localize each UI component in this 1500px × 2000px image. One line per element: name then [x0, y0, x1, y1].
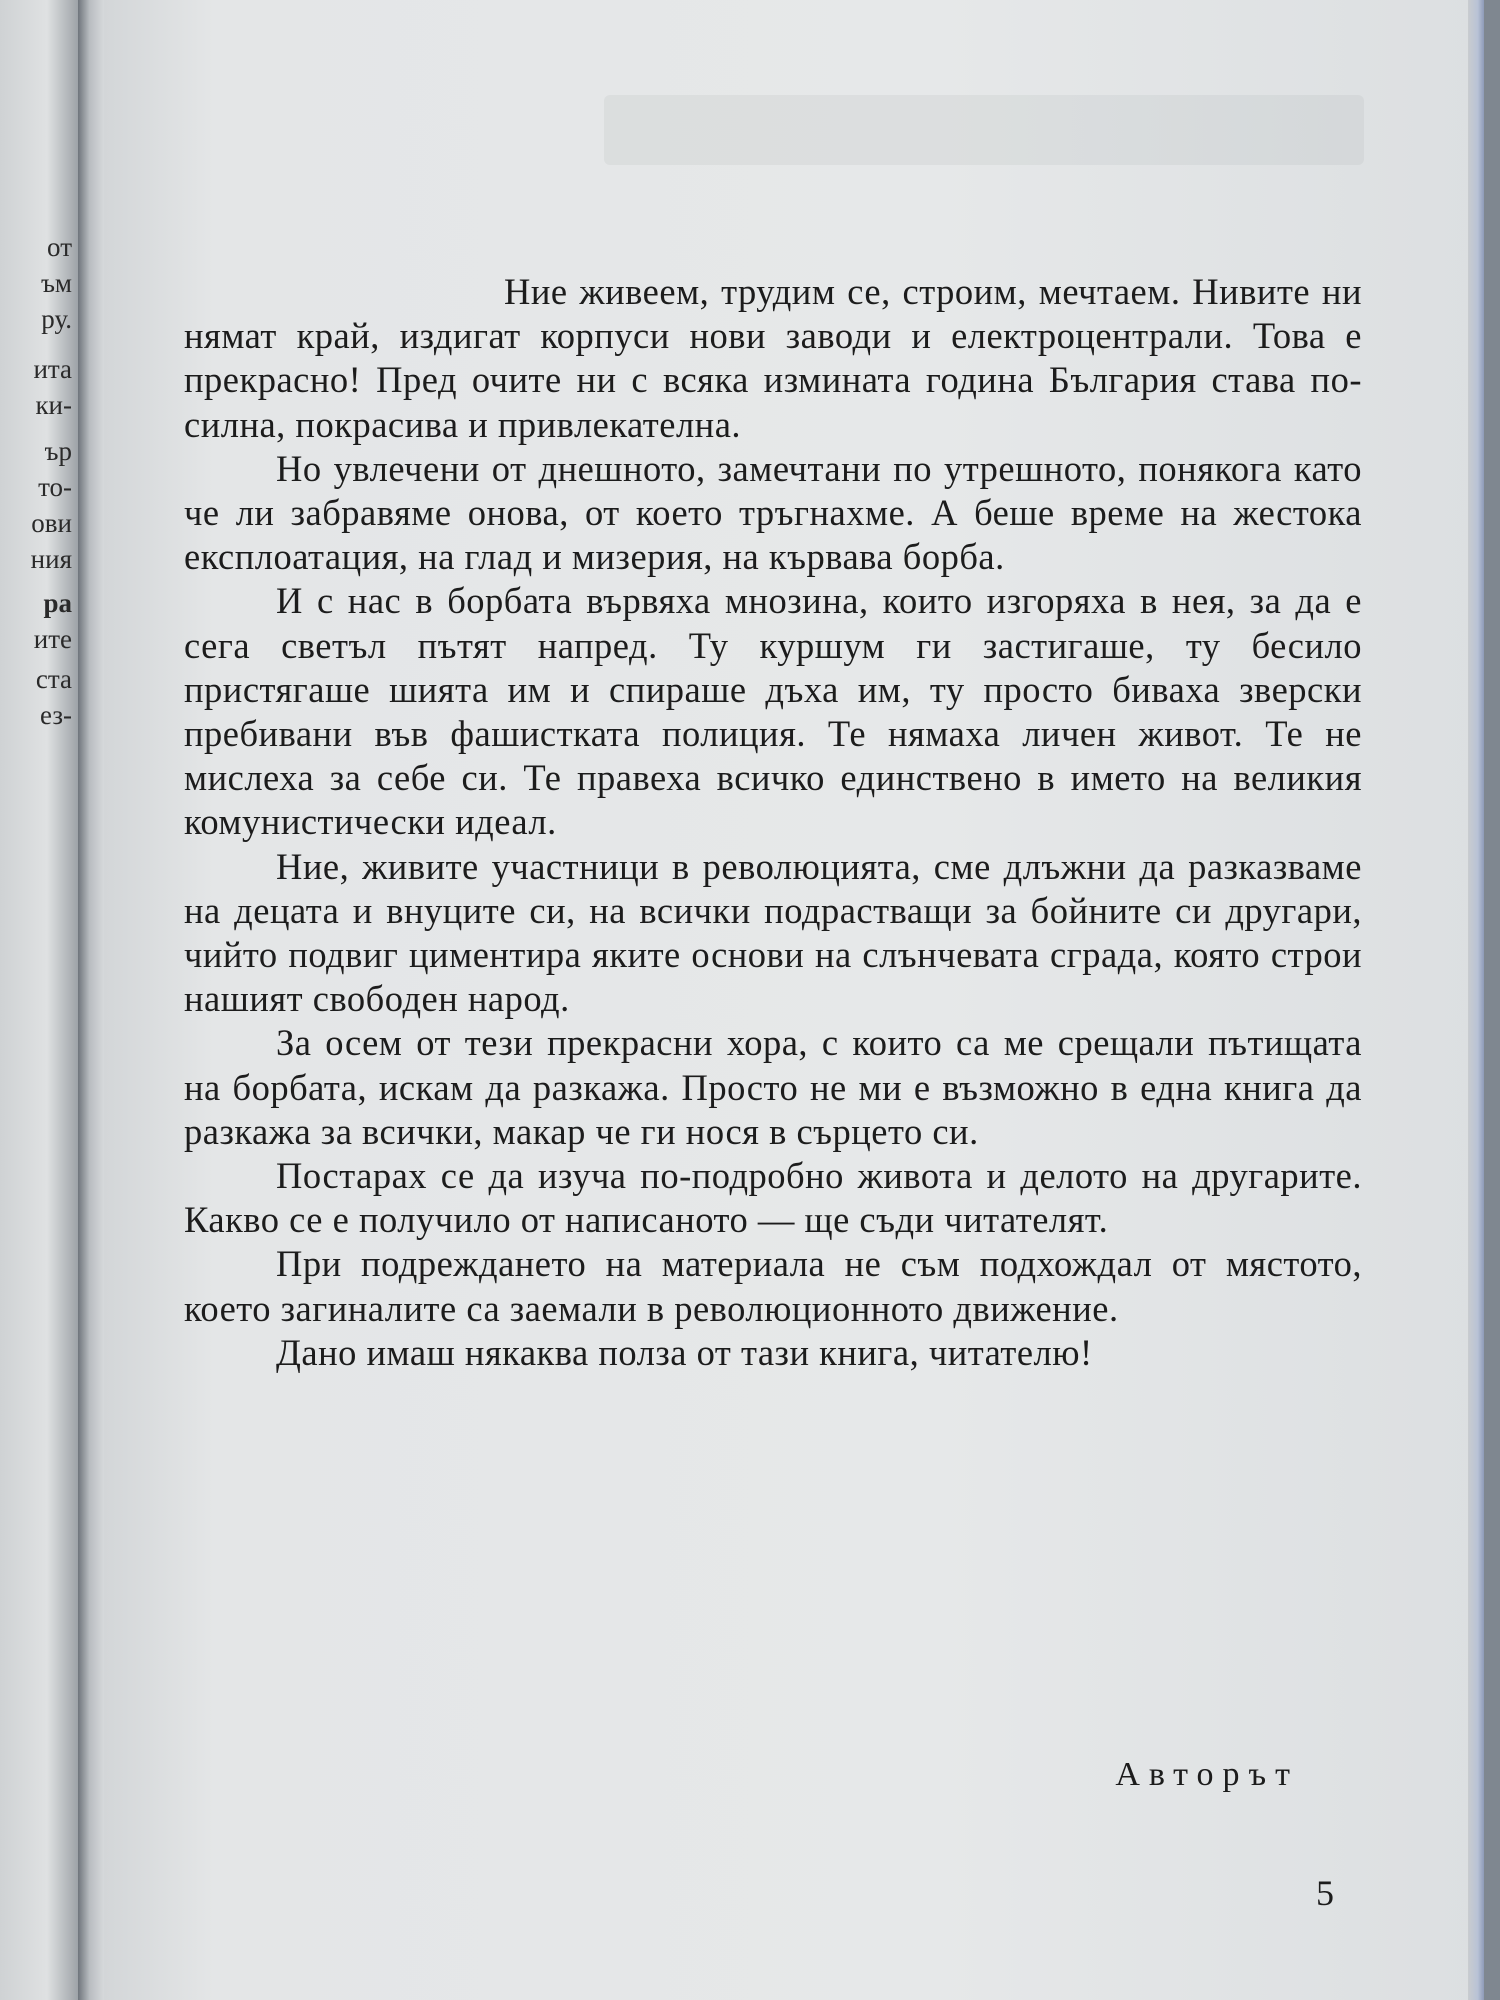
paragraph: И с нас в борбата вървяха мнозина, които изгоряха в нея, за да е сега светъл пътят напред. Ту куршум ги застигаше, ту бесило пристягаше шията им и спираше дъха им, ту просто биваха зверски пребивани във фашистката полиция. Те нямаха личен живот. Те не мислеха за себе си. Те правеха всичко единствено в името на великия комунистически идеал.	[184, 580, 1362, 843]
fragment: ез-	[40, 700, 72, 730]
author-signature: Авторът	[1115, 1756, 1299, 1793]
paragraph: Ние, живите участници в революцията, сме длъжни да разказваме на децата и внуците си, на всички подрастващи за бойните си другари, чийто подвиг циментира яките основи на слънчевата сграда, която строи нашият свободен народ.	[184, 845, 1362, 1020]
book-page	[104, 0, 1484, 2000]
paragraph: За осем от тези прекрасни хора, с които са ме срещали пътищата на борбата, искам да разкажа. Просто не ми е възможно в една книга да разкажа за всички, макар че ги нося в сърцето си.	[184, 1022, 1362, 1152]
fragment: ър	[44, 436, 72, 466]
page-edge	[1468, 0, 1484, 2000]
fragment: ния	[30, 544, 72, 574]
fragment: ки-	[35, 390, 72, 420]
paragraph: Но увлечени от днешното, замечтани по утрешното, понякога като че ли забравяме онова, от което тръгнахме. А беше време на жестока експлоатация, на глад и мизерия, на кървава борба.	[184, 447, 1362, 578]
paragraph: При подреждането на материала не съм подхождал от мястото, което загиналите са заемали в революционното движение.	[184, 1243, 1362, 1329]
page-number: 5	[1316, 1873, 1334, 1913]
fragment: ита	[33, 354, 72, 384]
fragment: ъм	[40, 268, 72, 298]
fragment: ови	[31, 508, 72, 538]
fragment: ру.	[41, 304, 72, 334]
fragment: ра	[43, 588, 72, 618]
fragment: то-	[38, 472, 72, 502]
previous-page-edge	[0, 0, 78, 2000]
paragraph: Дано имаш някаква полза от тази книга, читателю!	[276, 1331, 1093, 1373]
book-gutter	[78, 0, 104, 2000]
fragment: от	[47, 232, 72, 262]
paragraph: Постарах се да изуча по-подробно живота и делото на другарите. Какво се е получило от написаното — ще съди читателят.	[184, 1155, 1362, 1241]
show-through-heading	[604, 95, 1364, 165]
body-text	[184, 270, 1362, 1375]
fragment: ста	[35, 664, 72, 694]
fragment: ите	[33, 624, 72, 654]
paragraph: Ние живеем, трудим се, строим, мечтаем. Нивите ни нямат край, издигат корпуси нови заводи и електроцентрали. Това е прекрасно! Пред очите ни с всяка измината година България става по-силна, покрасива и привлекателна.	[184, 271, 1362, 445]
